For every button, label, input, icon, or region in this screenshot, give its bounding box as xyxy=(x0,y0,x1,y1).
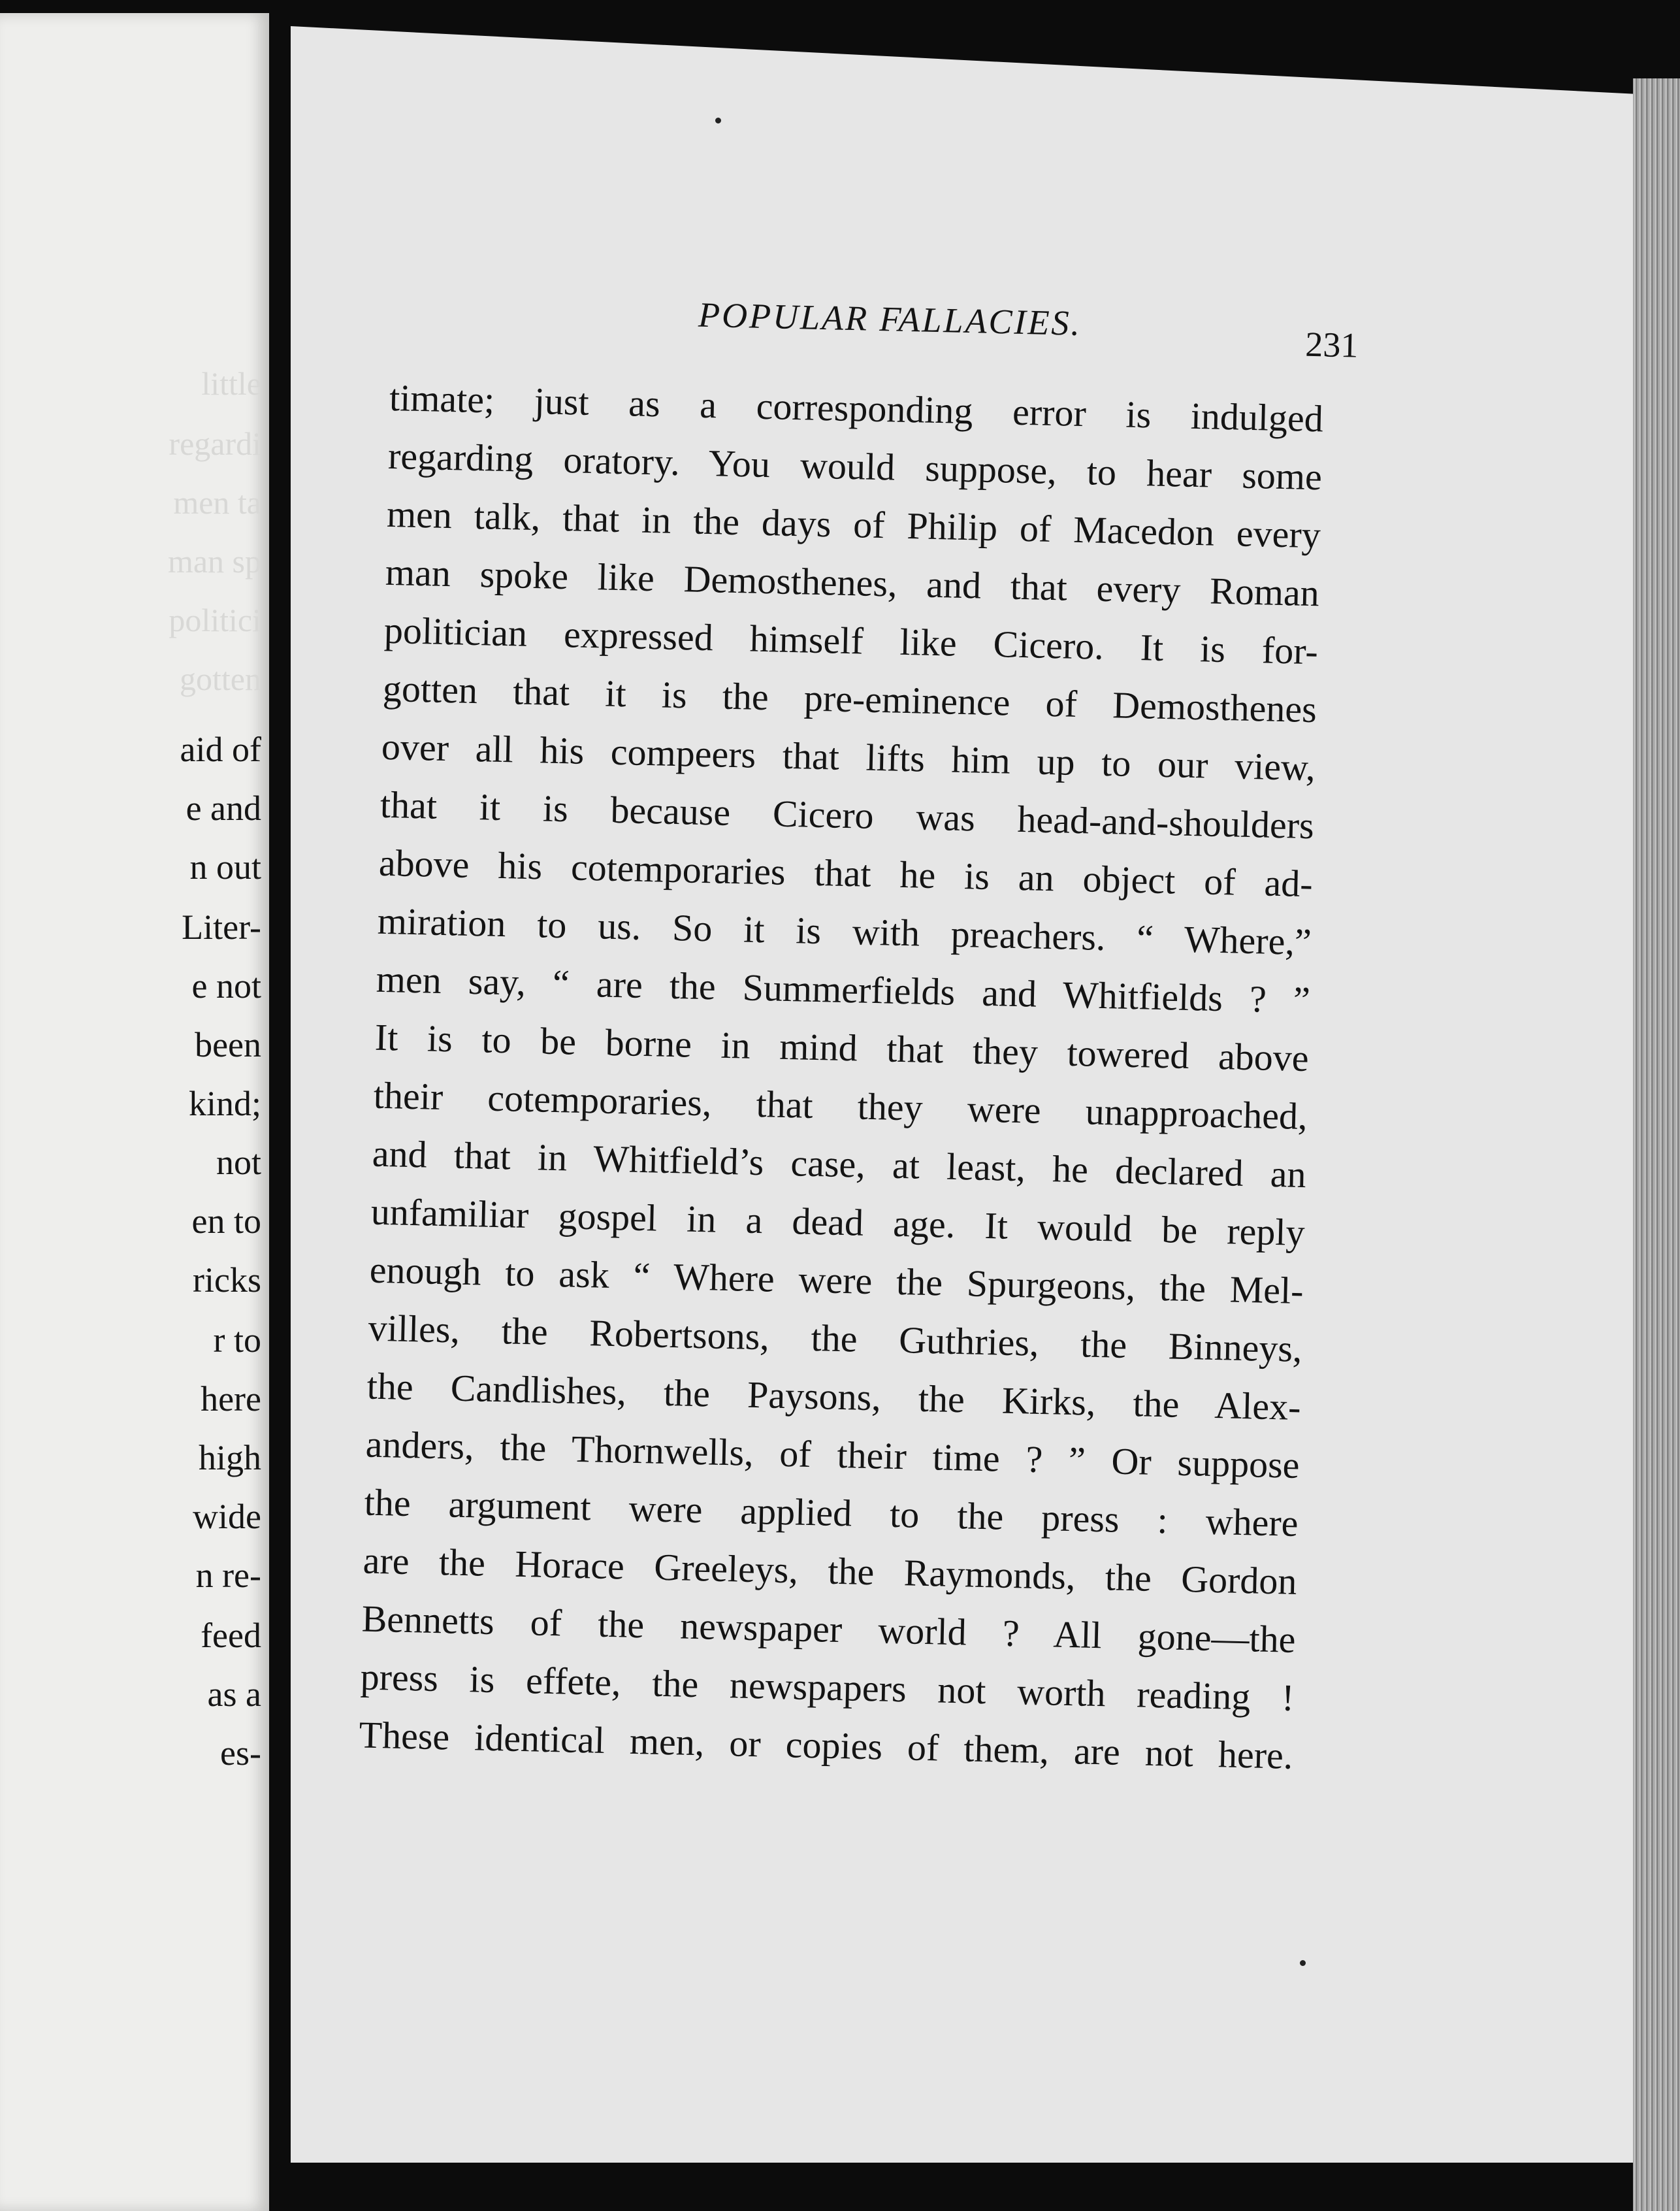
body-line: unfamiliar gospel in a dead age. It would be reply xyxy=(370,1190,1306,1254)
left-page-line: high xyxy=(198,1438,261,1477)
body-line: men say, “ are the Summerfields and Whitfields ? ” xyxy=(376,957,1311,1022)
left-page-line: aid of xyxy=(180,730,261,769)
body-line: are the Horace Greeleys, the Raymonds, the Gordon xyxy=(363,1539,1298,1603)
left-page-line: n out xyxy=(189,847,261,887)
body-line: anders, the Thornwells, of their time ? ” Or suppose xyxy=(365,1422,1300,1486)
body-line: above his cotemporaries that he is an object of ad- xyxy=(378,841,1314,906)
left-page-faint-line: politici xyxy=(169,602,261,638)
body-line: the Candlishes, the Paysons, the Kirks, the Alex- xyxy=(366,1364,1302,1429)
left-page-line: n re- xyxy=(195,1556,261,1595)
body-line: men talk, that in the days of Philip of Macedon every xyxy=(386,492,1321,557)
body-line: enough to ask “ Where were the Spurgeons, the Mel- xyxy=(369,1248,1304,1313)
body-line: gotten that it is the pre-eminence of Demosthenes xyxy=(382,666,1317,731)
left-page-line: as a xyxy=(207,1675,261,1714)
left-page-line: been xyxy=(195,1025,261,1064)
body-line: man spoke like Demosthenes, and that every Roman xyxy=(385,550,1320,615)
left-page-line: Liter- xyxy=(182,908,261,947)
running-head: POPULAR FALLACIES. xyxy=(698,295,1082,343)
body-line: regarding oratory. You would suppose, to hear some xyxy=(387,434,1323,499)
body-line: and that in Whitfield’s case, at least, he declared an xyxy=(372,1132,1307,1196)
body-line: the argument were applied to the press : where xyxy=(364,1481,1299,1545)
body-line: Bennetts of the newspaper world ? All gone—the xyxy=(361,1597,1297,1661)
left-page-line: wide xyxy=(193,1497,261,1536)
body-line: politician expressed himself like Cicero. It is for- xyxy=(383,608,1319,673)
left-page-line: es- xyxy=(220,1733,261,1773)
left-page-line: en to xyxy=(191,1202,261,1241)
left-page-line: here xyxy=(201,1379,261,1418)
body-line: over all his compeers that lifts him up to our view, xyxy=(381,725,1316,789)
left-page-line: e not xyxy=(191,966,261,1006)
left-page-line: kind; xyxy=(188,1084,261,1123)
page-number: 231 xyxy=(1304,324,1359,365)
left-page-faint-line: little xyxy=(201,365,261,402)
ink-speck xyxy=(1300,1960,1306,1966)
left-page-faint-line: gotten xyxy=(180,661,261,697)
body-line: villes, the Robertsons, the Guthries, the Binneys, xyxy=(368,1306,1303,1371)
left-page-line: r to xyxy=(213,1320,261,1360)
left-page-faint-line: man sp xyxy=(167,543,261,580)
left-page-line: not xyxy=(216,1143,261,1182)
body-line: timate; just as a corresponding error is indulged xyxy=(389,376,1324,440)
left-page-line: e and xyxy=(186,789,261,828)
body-line: their cotemporaries, that they were unapproached, xyxy=(373,1073,1308,1138)
body-line: These identical men, or copies of them, are not here. xyxy=(358,1713,1294,1777)
left-facing-page xyxy=(0,13,269,2211)
ink-speck xyxy=(715,118,721,123)
left-page-line: ricks xyxy=(193,1260,261,1300)
body-line: that it is because Cicero was head-and-shoulders xyxy=(380,783,1315,847)
body-line: press is effete, the newspapers not worth reading ! xyxy=(360,1655,1295,1719)
left-page-line: feed xyxy=(201,1616,261,1655)
left-page-faint-line: regardi xyxy=(169,425,261,462)
page-edge xyxy=(1633,78,1680,2211)
left-page-faint-line: men ta xyxy=(173,484,261,521)
body-line: It is to be borne in mind that they towered above xyxy=(374,1015,1310,1080)
body-line: miration to us. So it is with preachers. “ Where,” xyxy=(377,899,1312,964)
